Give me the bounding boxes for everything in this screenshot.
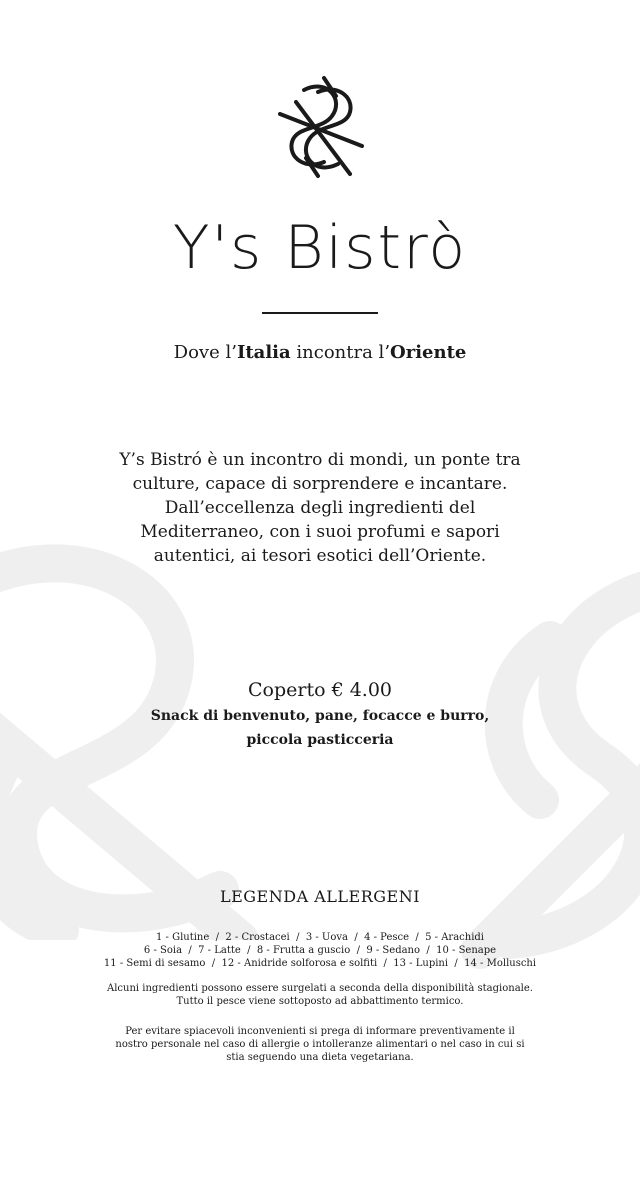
tagline-part-2: incontra l’ xyxy=(290,342,391,363)
intro-line: Dall’eccellenza degli ingredienti del xyxy=(164,498,476,518)
warning-line: stia seguendo una dieta vegetariana. xyxy=(226,1052,414,1063)
coperto-title: Coperto € 4.00 xyxy=(247,679,392,701)
intro-line: culture, capace di sorprendere e incantare. xyxy=(132,474,508,494)
intro-line: Mediterraneo, con i suoi profumi e sapori xyxy=(140,522,500,542)
frozen-ingredients-note xyxy=(60,982,580,1008)
warning-line: Per evitare spiacevoli inconvenienti si prega di informare preventivamente il xyxy=(125,1026,515,1037)
watermark-logo-right xyxy=(450,560,640,980)
tagline-oriente: Oriente xyxy=(390,342,467,363)
brand-name: Y's Bistrò xyxy=(172,213,468,283)
allergen-legend-title: LEGENDA ALLERGENI xyxy=(219,887,421,906)
allergen-line: 1 - Glutine / 2 - Crostacei / 3 - Uova / 4 - Pesce / 5 - Arachidi xyxy=(155,932,485,943)
tagline xyxy=(0,340,640,366)
tagline-italia: Italia xyxy=(236,342,291,363)
warning-line: nostro personale nel caso di allergie o intolleranze alimentari o nel caso in cui si xyxy=(115,1039,525,1050)
allergen-line: 6 - Soia / 7 - Latte / 8 - Frutta a guscio / 9 - Sedano / 10 - Senape xyxy=(143,945,497,956)
intro-paragraph xyxy=(100,448,540,568)
allergy-warning xyxy=(80,1025,560,1064)
allergen-list xyxy=(60,931,580,970)
intro-line: autentici, ai tesori esotici dell’Oriente. xyxy=(153,546,487,566)
coperto-line: Snack di benvenuto, pane, focacce e burro, xyxy=(150,708,490,724)
note-line: Alcuni ingredienti possono essere surgelati a seconda della disponibilità stagionale. xyxy=(107,983,533,994)
intro-line: Y’s Bistró è un incontro di mondi, un ponte tra xyxy=(119,450,521,470)
coperto-description xyxy=(120,704,520,752)
knot-logo-icon xyxy=(266,72,376,182)
coperto-line: piccola pasticceria xyxy=(246,732,394,748)
brand-divider xyxy=(262,312,378,314)
note-line: Tutto il pesce viene sottoposto ad abbattimento termico. xyxy=(176,996,464,1007)
allergen-line: 11 - Semi di sesamo / 12 - Anidride solforosa e solfiti / 13 - Lupini / 14 - Molluschi xyxy=(103,958,537,969)
tagline-part-1: Dove l’ xyxy=(173,342,237,363)
